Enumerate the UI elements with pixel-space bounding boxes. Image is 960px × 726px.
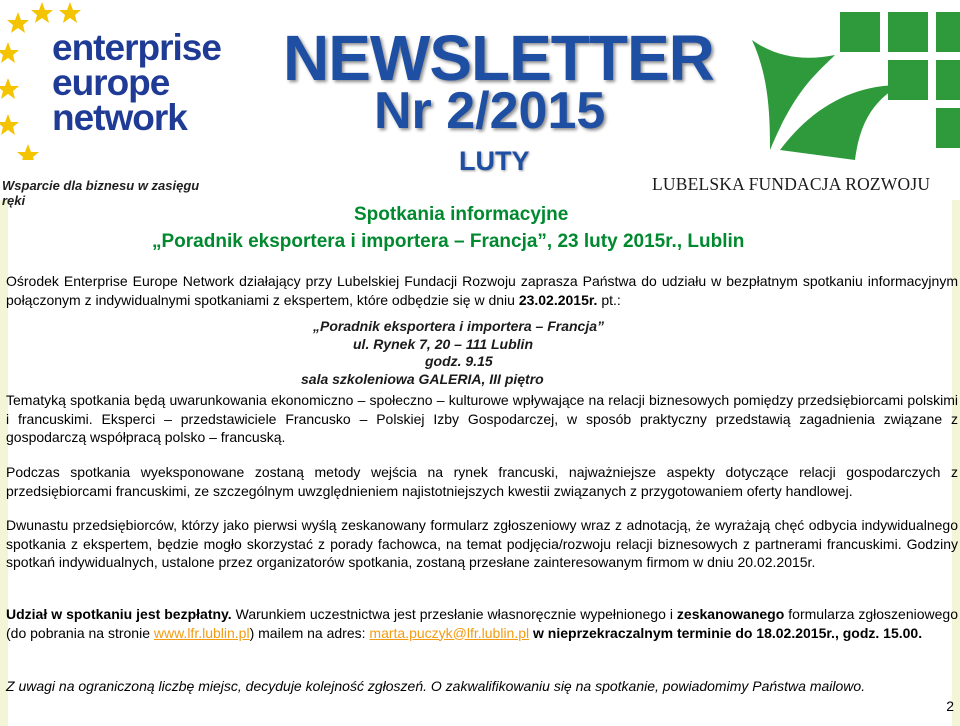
een-wordmark — [52, 27, 221, 138]
intro-paragraph — [6, 272, 958, 309]
registration-text1: Warunkiem uczestnictwa jest przesłanie własnoręcznie wypełnionego i — [231, 606, 677, 622]
newsletter-title: NEWSLETTER — [283, 22, 714, 94]
registration-text2: formularza zgłoszeniowego (do pobrania na stronie — [6, 606, 958, 641]
intro-text: Ośrodek Enterprise Europe Network działający przy Lubelskiej Fundacji Rozwoju zaprasza Państwa do udziału w bezpłatnym spotkaniu informacyjnym połączonym z indywidualnymi spotkaniami z ekspertem, które odbędzie się w dniu — [6, 273, 958, 308]
venue-room: sala szkoleniowa GALERIA, III piętro — [301, 371, 544, 387]
consultations-paragraph: Dwunastu przedsiębiorców, którzy jako pierwsi wyślą zeskanowany formularz zgłoszeniowy wraz z adnotacją, że wyrażają chęć odbycia indywidualnego spotkania z ekspertem, będzie mogło skorzystać z porady fachowca, na temat podjęcia/rozwoju relacji biznesowych z partnerami francuskimi. Godziny spotkań indywidualnych, ustalone przez organizatorów spotkania, zostaną przesłane zainteresowanym firmom w dniu 20.02.2015r. — [6, 517, 958, 570]
venue-event-name: „Poradnik eksportera i importera – Francja” — [313, 318, 604, 334]
een-word-1: enterprise — [52, 27, 221, 68]
event-title-line2: „Poradnik eksportera i importera – Francja”, 23 luty 2015r., Lublin — [152, 231, 745, 252]
lfr-leaf-logo-icon — [740, 0, 960, 175]
methods-paragraph: Podczas spotkania wyeksponowane zostaną metody wejścia na rynek francuski, najważniejsze aspekty dotyczące relacji gospodarczych z przedsiębiorcami francuskimi, ze szczególnym uwzględnieniem najistotniejszych kwestii związanych z przygotowaniem oferty handlowej. — [6, 464, 958, 499]
registration-text3: ) mailem na adres: — [249, 624, 370, 641]
intro-date: 23.02.2015r. — [518, 291, 598, 308]
topic-paragraph: Tematyką spotkania będą uwarunkowania ekonomiczno – społeczno – kulturowe wpływające na relacji biznesowych pomiędzy przedsiębiorcami polskimi i francuskimi. Eksperci – przedstawiciele Francusko – Polskiej Izby Gospodarczej, w sposób praktyczny przedstawią zagadnienia związane z gospodarczą współpracą polsko – francuską. — [6, 392, 958, 445]
registration-free: Udział w spotkaniu jest bezpłatny. — [6, 606, 232, 622]
website-link[interactable]: www.lfr.lublin.pl — [153, 624, 250, 641]
venue-time: godz. 9.15 — [425, 353, 493, 369]
een-word-2: europe — [52, 62, 170, 103]
een-tagline: Wsparcie dla biznesu w zasięgu ręki — [2, 178, 200, 208]
venue-address: ul. Rynek 7, 20 – 111 Lublin — [353, 336, 533, 352]
een-word-3: network — [52, 97, 187, 138]
lfr-name: LUBELSKA FUNDACJA ROZWOJU — [652, 174, 931, 194]
note-paragraph: Z uwagi na ograniczoną liczbę miejsc, decyduje kolejność zgłoszeń. O zakwalifikowaniu się na spotkanie, powiadomimy Państwa mailowo. — [6, 678, 866, 694]
newsletter-month: LUTY — [459, 146, 530, 176]
registration-paragraph — [6, 605, 958, 642]
registration-scanned: zeskanowanego — [676, 606, 785, 622]
event-title-line1: Spotkania informacyjne — [354, 204, 569, 225]
email-link[interactable]: marta.puczyk@lfr.lublin.pl — [369, 624, 530, 641]
enterprise-europe-network-logo — [0, 0, 221, 208]
page-number: 2 — [946, 698, 954, 714]
intro-suffix: pt.: — [597, 291, 621, 308]
registration-deadline: w nieprzekraczalnym terminie do 18.02.2015r., godz. 15.00. — [529, 624, 923, 641]
newsletter-issue: Nr 2/2015 — [374, 82, 606, 140]
